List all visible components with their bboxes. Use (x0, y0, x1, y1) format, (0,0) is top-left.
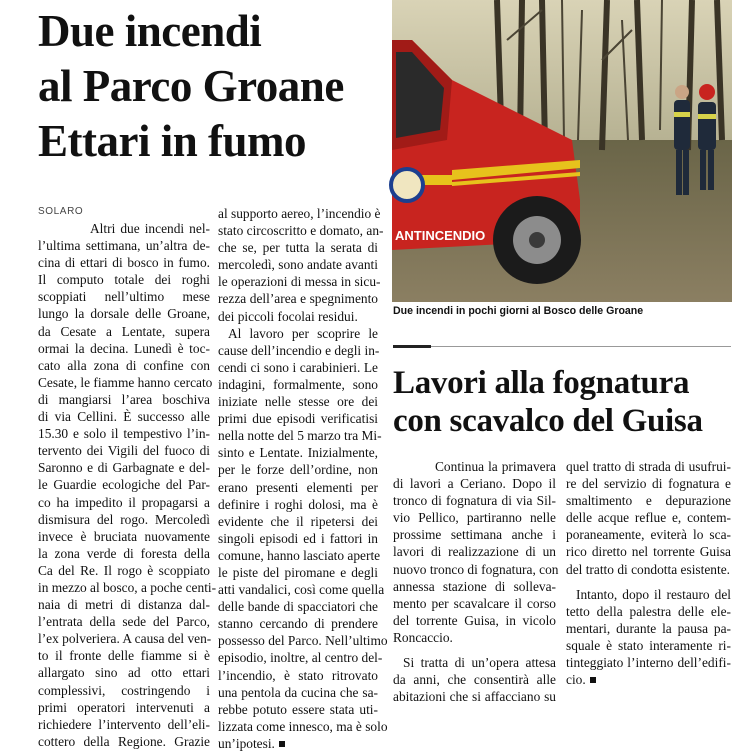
article2-headline (393, 364, 733, 440)
text-line: le Guardie ecologiche del Par- (38, 477, 210, 493)
text-line: scoppiati nell’ultimo mese (38, 289, 210, 305)
text-line: rezza dell’area e spegnimento (218, 291, 378, 307)
text-line: nella notte del 5 marzo tra Mi- (218, 428, 382, 444)
text-line: del tratto di condotta esistente. (566, 561, 730, 577)
article2-column-1 (393, 458, 559, 705)
text-line: richiedere l’intervento dell’eli- (38, 716, 210, 732)
text-line: vio Pellico, partiranno nelle (393, 510, 556, 526)
text-line: l’entrata della sede del Parco, (38, 614, 210, 630)
text-line: nuovo tronco di fognatura, con (393, 561, 559, 577)
text-line: le operazioni di messa in sicu- (218, 274, 381, 290)
section-divider (393, 345, 731, 347)
end-mark-icon (279, 741, 285, 747)
text-line: atti vandalici, così come quella (218, 582, 385, 598)
text-line: definire i roghi dolosi, ma è (218, 496, 378, 512)
text-line: mento per scavalcare il corso (393, 595, 556, 611)
text-line: di mangiarsi l’area boschiva (38, 391, 210, 407)
text-line: dismisura del rogo. Mercoledì (38, 511, 210, 527)
text-line: Continua la primavera (435, 459, 556, 474)
article-kicker: SOLARO (38, 206, 84, 217)
text-line: abitazioni che si affacciano su (393, 689, 556, 705)
text-line: rico diretto nel torrente Guisa (566, 544, 731, 560)
text-line: co ha impedito il propagarsi a (38, 494, 210, 510)
text-line: le piste del piromane e degli (218, 564, 378, 580)
text-line: prossime settimana anche i (393, 527, 556, 543)
text-line: mercoledì, sono andate avanti (218, 257, 378, 273)
text-line: Si tratta di un’opera attesa (403, 655, 556, 671)
text-line: l’ex polveriera. A causa del ven- (38, 631, 212, 647)
news-photo (392, 0, 732, 302)
text-line: Intanto, dopo il restauro del (576, 586, 731, 602)
text-line: lavori di realizzazione di un (393, 544, 556, 560)
text-line: comune, hanno lasciato aperte (218, 547, 381, 563)
text-line: che se, per tutta la serata di (218, 240, 378, 256)
text-line: lizzata come innesco, ma è solo (218, 718, 388, 734)
article2-column-2 (566, 458, 731, 688)
text-line: erano presenti elementi per (218, 479, 378, 495)
text-line: tronco di fognatura di via Sil- (393, 493, 556, 509)
text-line: Al lavoro per scoprire le (228, 325, 378, 341)
end-mark-icon (590, 677, 596, 683)
article-headline (38, 4, 388, 169)
text-line: invece è bruciata nuovamente (38, 528, 210, 544)
text-line: un’ipotesi. (218, 735, 378, 752)
text-line: cause dell’incendio e degli in- (218, 342, 380, 358)
text-line: cato alla zona di confine con (38, 357, 210, 373)
text-line: cina di ettari di bosco in fumo. (38, 255, 210, 271)
text-line: in mezzo al bosco, a poche centi- (38, 579, 217, 595)
text-line: naia di metri di distanza dal- (38, 597, 210, 613)
text-line: di lavori a Ceriano. Dopo il (393, 476, 556, 492)
text-line: stanno cercando di prendere (218, 616, 378, 632)
headline-line: Due incendi (38, 6, 262, 56)
text-line: indagini, formalmente, sono (218, 376, 378, 392)
headline2-line: con scavalco del Guisa (393, 403, 703, 439)
text-line: sinto e Lentate. Inizialmente, (218, 445, 378, 461)
text-line: Saronno e di Garbagnate e del- (38, 460, 210, 476)
text-line: quel tratto di strada di usufrui- (566, 459, 731, 474)
text-line: primi operatori intervenuti a (38, 699, 210, 715)
article-column-1 (38, 220, 217, 750)
text-line: iniziate nelle stesse ore dei (218, 394, 378, 410)
fire-truck-photo (392, 0, 732, 302)
text-line: tervento dei Vigili del fuoco di (38, 443, 210, 459)
text-line: del torrente Guisa, in vicolo (393, 612, 556, 628)
text-line: cendi ci sono i carabinieri. Le (218, 359, 378, 375)
text-line: da anni, che consentirà alle (393, 672, 556, 688)
text-line: Ca del Re. Il rogo è scoppiato (38, 562, 210, 578)
text-line: la zona verde di foresta della (38, 545, 210, 561)
paragraph-gap (393, 646, 556, 654)
text-line: to il fronte delle fiamme si è (38, 648, 210, 664)
divider-accent (393, 345, 431, 348)
text-line: stato circoscritto e domato, an- (218, 223, 384, 239)
text-line: per le forze dell’ordine, non (218, 462, 378, 478)
text-line: l’incendio, è stato ritrovato (218, 667, 378, 683)
text-line: Roncaccio. (393, 629, 453, 645)
text-line: Altri due incendi nel- (90, 221, 210, 236)
text-line: squale è stato interamente ri- (566, 637, 731, 653)
text-line: una pentola da cucina che sa- (218, 684, 378, 700)
text-line: annessa stazione di solleva- (393, 578, 556, 594)
text-line: allargato sino ad otto ettari (38, 665, 210, 681)
headline-line: al Parco Groane (38, 61, 344, 111)
text-line: Cesate, le fiamme hanno cercato (38, 374, 213, 390)
text-line: tetto della palestra delle ele- (566, 603, 731, 619)
text-line: tinteggiato l’interno dell’edifi- (566, 655, 731, 671)
text-line: Il computo totale dei roghi (38, 272, 210, 288)
text-line: smaltimento e depurazione (566, 493, 731, 509)
text-line: poraneamente, eviterà lo sca- (566, 527, 731, 543)
text-line: cottero della Regione. Grazie (38, 733, 210, 749)
photo-caption: Due incendi in pochi giorni al Bosco delle Groane (393, 305, 644, 317)
text-line: delle acque reflue e, contem- (566, 510, 731, 526)
text-line: primi due episodi verificatisi (218, 411, 378, 427)
text-line: dei piccoli focolai residui. (218, 308, 358, 324)
article-column-2 (218, 205, 388, 752)
text-line: di via Cellini. È successo alle (38, 409, 210, 425)
text-line: possesso del Parco. Nell’ultimo (218, 633, 388, 649)
text-line: 15.30 e solo il tempestivo l’in- (38, 426, 210, 442)
truck-label: ANTINCENDIO (395, 228, 486, 243)
text-line: cio. (566, 671, 731, 688)
text-line: mentari, durante la pausa pa- (566, 620, 731, 636)
text-line: ormai la decina. Lunedì è toc- (38, 340, 210, 356)
headline-line: Ettari in fumo (38, 116, 306, 166)
text-line: re del servizio di fognatura e (566, 476, 731, 492)
text-line: complessivi, costringendo i (38, 682, 210, 698)
headline2-line: Lavori alla fognatura (393, 365, 690, 401)
paragraph-gap (566, 578, 731, 586)
text-line: evidente che il ripetersi dei (218, 513, 378, 529)
text-line: singoli episodi ed i fattori in (218, 530, 378, 546)
text-line: delle bande di spacciatori che (218, 599, 378, 615)
divider-line (431, 346, 731, 347)
text-line: al supporto aereo, l’incendio è (218, 206, 381, 221)
text-line: lungo la dorsale delle Groane, (38, 306, 210, 322)
text-line: rebbe potuto essere stata uti- (218, 701, 378, 717)
text-line: episodio, inoltre, al centro del- (218, 650, 383, 666)
text-line: l’ultima settimana, un’altra de- (38, 238, 210, 254)
text-line: da Cesate a Lentate, supera (38, 323, 210, 339)
